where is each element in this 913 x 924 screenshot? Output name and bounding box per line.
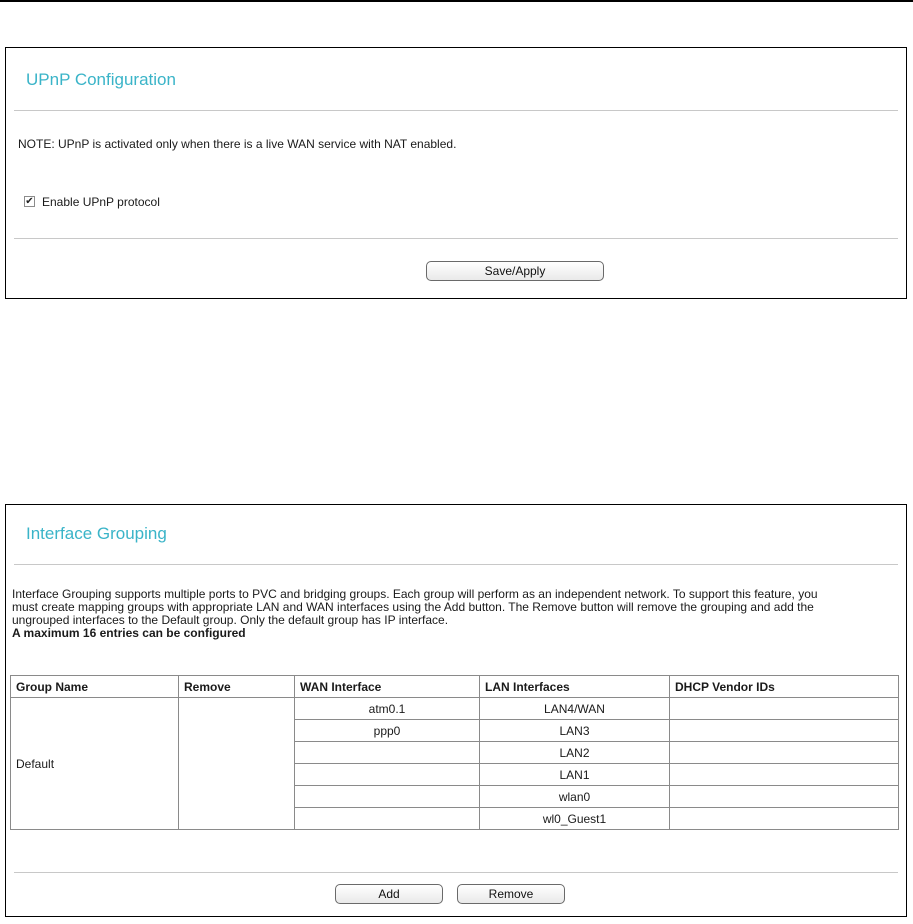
dhcp-vendor-cell [670, 786, 899, 808]
remove-group-button[interactable]: Remove [457, 884, 565, 904]
wan-interface-cell: ppp0 [295, 720, 480, 742]
enable-upnp-checkbox[interactable]: ✔ [25, 196, 34, 207]
lan-interface-cell: LAN1 [480, 764, 670, 786]
interface-grouping-table [10, 675, 899, 830]
table-row [11, 698, 899, 720]
dhcp-vendor-cell [670, 808, 899, 830]
grouping-description-line-1: Interface Grouping supports multiple ports to PVC and bridging groups. Each group will perform as an independent network. To support this feature, you [12, 587, 818, 601]
remove-cell [179, 698, 295, 830]
upnp-bottom-divider [14, 238, 898, 239]
wan-interface-cell [295, 808, 480, 830]
add-group-button[interactable]: Add [335, 884, 443, 904]
grouping-title-divider [14, 564, 898, 565]
dhcp-vendor-cell [670, 764, 899, 786]
grouping-description-line-3: ungrouped interfaces to the Default group. Only the default group has IP interface. [12, 613, 449, 627]
dhcp-vendor-cell [670, 742, 899, 764]
lan-interface-cell: wlan0 [480, 786, 670, 808]
save-apply-button[interactable]: Save/Apply [426, 261, 604, 281]
lan-interface-cell: LAN4/WAN [480, 698, 670, 720]
top-divider [0, 0, 913, 2]
upnp-title: UPnP Configuration [26, 70, 176, 89]
upnp-title-divider [14, 110, 898, 111]
max-entries-note: A maximum 16 entries can be configured [12, 626, 246, 640]
lan-interface-cell: wl0_Guest1 [480, 808, 670, 830]
grouping-description-line-2: must create mapping groups with appropriate LAN and WAN interfaces using the Add button. The Remove button will remove the grouping and add the [12, 600, 814, 614]
lan-interface-cell: LAN2 [480, 742, 670, 764]
grouping-title: Interface Grouping [26, 524, 167, 543]
wan-interface-cell [295, 764, 480, 786]
header-lan-interfaces: LAN Interfaces [480, 676, 670, 698]
wan-interface-cell [295, 786, 480, 808]
grouping-bottom-divider [14, 872, 898, 873]
lan-interface-cell: LAN3 [480, 720, 670, 742]
dhcp-vendor-cell [670, 698, 899, 720]
header-group-name: Group Name [11, 676, 179, 698]
wan-interface-cell: atm0.1 [295, 698, 480, 720]
header-remove: Remove [179, 676, 295, 698]
group-name-cell: Default [11, 698, 179, 830]
upnp-panel [5, 47, 907, 299]
header-dhcp-vendor-ids: DHCP Vendor IDs [670, 676, 899, 698]
header-wan-interface: WAN Interface [295, 676, 480, 698]
upnp-note: NOTE: UPnP is activated only when there is a live WAN service with NAT enabled. [18, 137, 457, 151]
enable-upnp-label: Enable UPnP protocol [42, 195, 160, 209]
dhcp-vendor-cell [670, 720, 899, 742]
table-header-row [11, 676, 899, 698]
wan-interface-cell [295, 742, 480, 764]
